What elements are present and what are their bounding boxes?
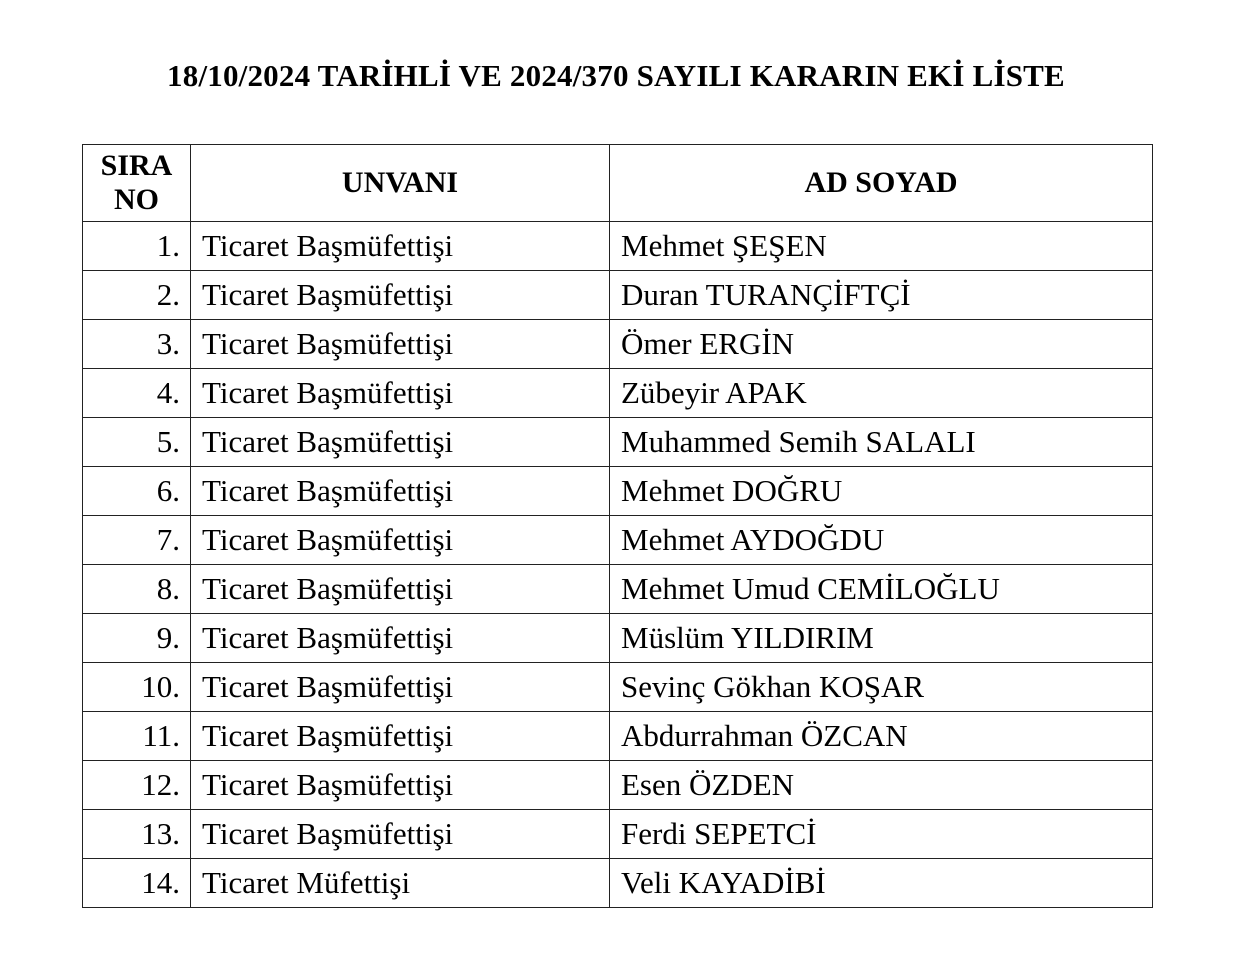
row-title: Ticaret Başmüfettişi: [191, 810, 610, 859]
table-row: [83, 271, 1153, 320]
table-row: [83, 320, 1153, 369]
table-row: [83, 859, 1153, 908]
table-body: [83, 222, 1153, 908]
table-row: [83, 810, 1153, 859]
row-number: 5.: [83, 418, 191, 467]
row-name: Abdurrahman ÖZCAN: [610, 712, 1153, 761]
column-header-unvani: UNVANI: [191, 145, 610, 222]
row-name: Veli KAYADİBİ: [610, 859, 1153, 908]
row-name: Esen ÖZDEN: [610, 761, 1153, 810]
row-title: Ticaret Başmüfettişi: [191, 271, 610, 320]
row-title: Ticaret Başmüfettişi: [191, 222, 610, 271]
table-row: [83, 467, 1153, 516]
row-number: 10.: [83, 663, 191, 712]
row-name: Mehmet ŞEŞEN: [610, 222, 1153, 271]
row-title: Ticaret Başmüfettişi: [191, 712, 610, 761]
row-name: Duran TURANÇİFTÇİ: [610, 271, 1153, 320]
row-title: Ticaret Başmüfettişi: [191, 467, 610, 516]
row-number: 13.: [83, 810, 191, 859]
row-number: 4.: [83, 369, 191, 418]
table-header-row: [83, 145, 1153, 222]
row-title: Ticaret Başmüfettişi: [191, 418, 610, 467]
row-title: Ticaret Başmüfettişi: [191, 761, 610, 810]
row-number: 14.: [83, 859, 191, 908]
row-title: Ticaret Başmüfettişi: [191, 320, 610, 369]
table-row: [83, 761, 1153, 810]
document-title: 18/10/2024 TARİHLİ VE 2024/370 SAYILI KARARIN EKİ LİSTE: [167, 58, 1065, 93]
table-row: [83, 565, 1153, 614]
row-number: 11.: [83, 712, 191, 761]
row-title: Ticaret Başmüfettişi: [191, 663, 610, 712]
row-number: 2.: [83, 271, 191, 320]
table-row: [83, 663, 1153, 712]
row-name: Müslüm YILDIRIM: [610, 614, 1153, 663]
row-name: Muhammed Semih SALALI: [610, 418, 1153, 467]
row-title: Ticaret Başmüfettişi: [191, 565, 610, 614]
row-number: 1.: [83, 222, 191, 271]
row-number: 8.: [83, 565, 191, 614]
decision-list-table: [82, 144, 1153, 908]
column-header-ad-soyad: AD SOYAD: [610, 145, 1153, 222]
row-name: Mehmet AYDOĞDU: [610, 516, 1153, 565]
column-header-no: NO: [114, 183, 159, 216]
row-title: Ticaret Başmüfettişi: [191, 516, 610, 565]
row-name: Ömer ERGİN: [610, 320, 1153, 369]
row-number: 9.: [83, 614, 191, 663]
row-number: 6.: [83, 467, 191, 516]
table-row: [83, 222, 1153, 271]
column-header-sira-no: [83, 145, 191, 222]
row-title: Ticaret Başmüfettişi: [191, 369, 610, 418]
row-number: 3.: [83, 320, 191, 369]
row-name: Mehmet Umud CEMİLOĞLU: [610, 565, 1153, 614]
table-row: [83, 418, 1153, 467]
row-number: 12.: [83, 761, 191, 810]
row-name: Zübeyir APAK: [610, 369, 1153, 418]
table-row: [83, 369, 1153, 418]
row-title: Ticaret Müfettişi: [191, 859, 610, 908]
column-header-sira: SIRA: [100, 149, 173, 182]
row-number: 7.: [83, 516, 191, 565]
row-name: Sevinç Gökhan KOŞAR: [610, 663, 1153, 712]
row-name: Mehmet DOĞRU: [610, 467, 1153, 516]
row-title: Ticaret Başmüfettişi: [191, 614, 610, 663]
row-name: Ferdi SEPETCİ: [610, 810, 1153, 859]
table-row: [83, 614, 1153, 663]
table-row: [83, 712, 1153, 761]
table-row: [83, 516, 1153, 565]
